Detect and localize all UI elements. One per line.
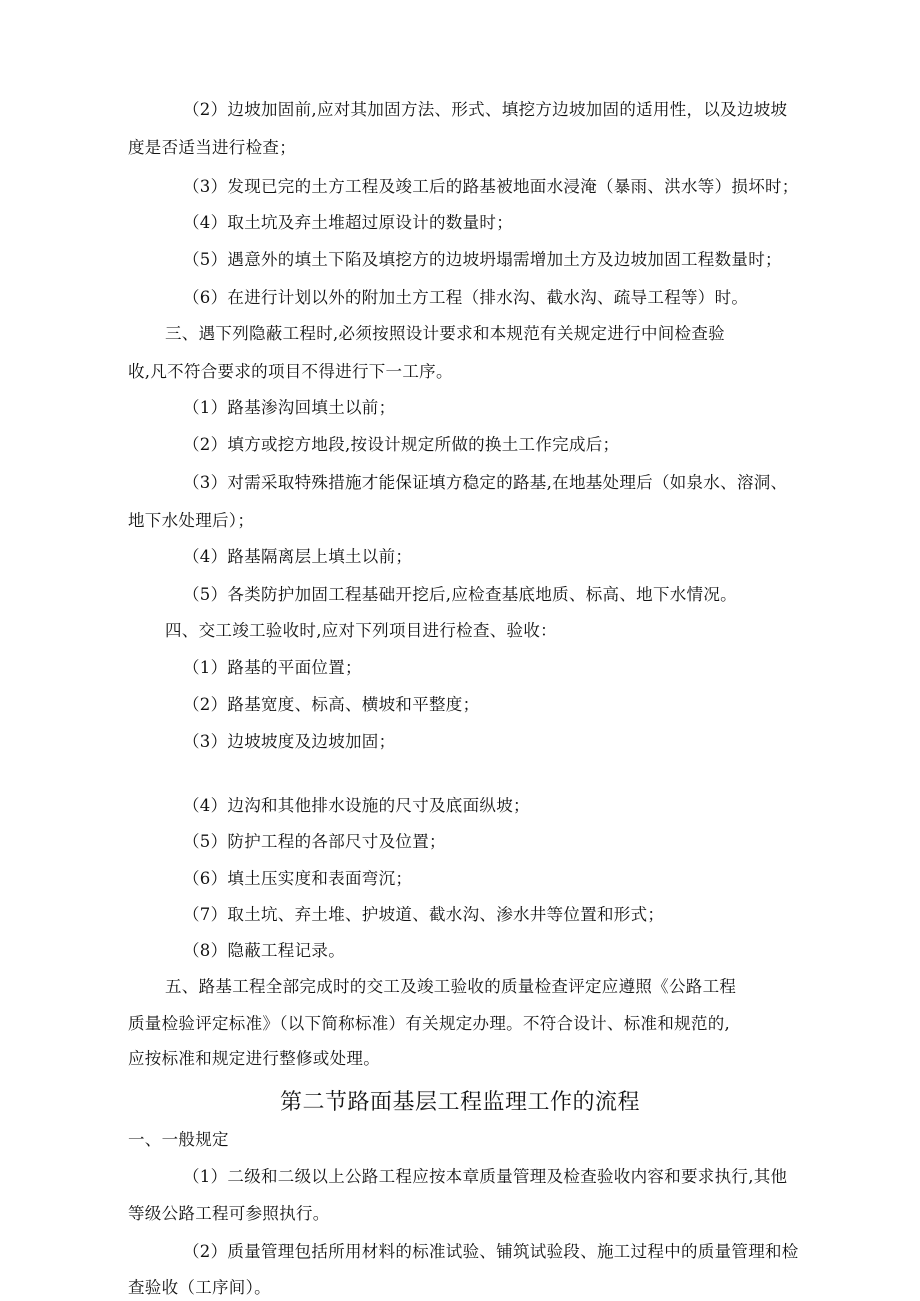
text-line: 质量检验评定标准》（以下简称标准）有关规定办理。不符合设计、标准和规范的, <box>128 1014 731 1033</box>
text-line: （1）路基渗沟回填土以前； <box>183 398 396 417</box>
subsection-heading: 一、一般规定 <box>128 1130 229 1149</box>
text-line: 度是否适当进行检查； <box>128 138 296 157</box>
text-line: （8）隐蔽工程记录。 <box>183 941 345 960</box>
text-line: （4）路基隔离层上填土以前； <box>183 547 413 566</box>
text-line: （2）填方或挖方地段,按设计规定所做的换土工作完成后； <box>183 435 620 454</box>
text-line: （4）取土坑及弃土堆超过原设计的数量时； <box>183 213 513 232</box>
text-line: 等级公路工程可参照执行。 <box>128 1204 330 1223</box>
text-line: 应按标准和规定进行整修或处理。 <box>128 1049 380 1068</box>
text-line: （2）路基宽度、标高、横坡和平整度； <box>183 695 480 714</box>
section-heading-3: 三、遇下列隐蔽工程时,必须按照设计要求和本规范有关规定进行中间检查验 <box>165 324 725 343</box>
text-line: 地下水处理后）； <box>128 511 255 530</box>
text-line: （5）防护工程的各部尺寸及位置； <box>183 832 446 851</box>
section-heading-4: 四、交工竣工验收时,应对下列项目进行检查、验收： <box>165 621 557 640</box>
text-line: 查验收（工序间）。 <box>128 1278 271 1297</box>
text-line: （3）发现已完的土方工程及竣工后的路基被地面水浸淹（暴雨、洪水等）损坏时； <box>183 177 799 196</box>
text-line: （1）二级和二级以上公路工程应按本章质量管理及检查验收内容和要求执行,其他 <box>183 1167 788 1186</box>
text-line: （2）边坡加固前,应对其加固方法、形式、填挖方边坡加固的适用性，以及边坡坡 <box>183 100 788 119</box>
text-line: （3）对需采取特殊措施才能保证填方稳定的路基,在地基处理后（如泉水、溶洞、 <box>183 473 788 492</box>
section-title: 第二节路面基层工程监理工作的流程 <box>279 1090 640 1115</box>
text-line: （7）取土坑、弃土堆、护坡道、截水沟、渗水井等位置和形式； <box>183 905 665 924</box>
text-line: （6）填土压实度和表面弯沉； <box>183 869 413 888</box>
text-line: （2）质量管理包括所用材料的标准试验、铺筑试验段、施工过程中的质量管理和检 <box>183 1242 799 1261</box>
text-line: 收,凡不符合要求的项目不得进行下一工序。 <box>128 362 453 381</box>
text-line: （3）边坡坡度及边坡加固； <box>183 732 396 751</box>
text-line: （5）遇意外的填土下陷及填挖方的边坡坍塌需增加土方及边坡加固工程数量时； <box>183 250 782 269</box>
section-heading-5: 五、路基工程全部完成时的交工及竣工验收的质量检查评定应遵照《公路工程 <box>165 977 737 996</box>
text-line: （5）各类防护加固工程基础开挖后,应检查基底地质、标高、地下水情况。 <box>183 585 737 604</box>
text-line: （4）边沟和其他排水设施的尺寸及底面纵坡； <box>183 796 530 815</box>
text-line: （1）路基的平面位置； <box>183 658 362 677</box>
text-line: （6）在进行计划以外的附加土方工程（排水沟、截水沟、疏导工程等）时。 <box>183 288 749 307</box>
